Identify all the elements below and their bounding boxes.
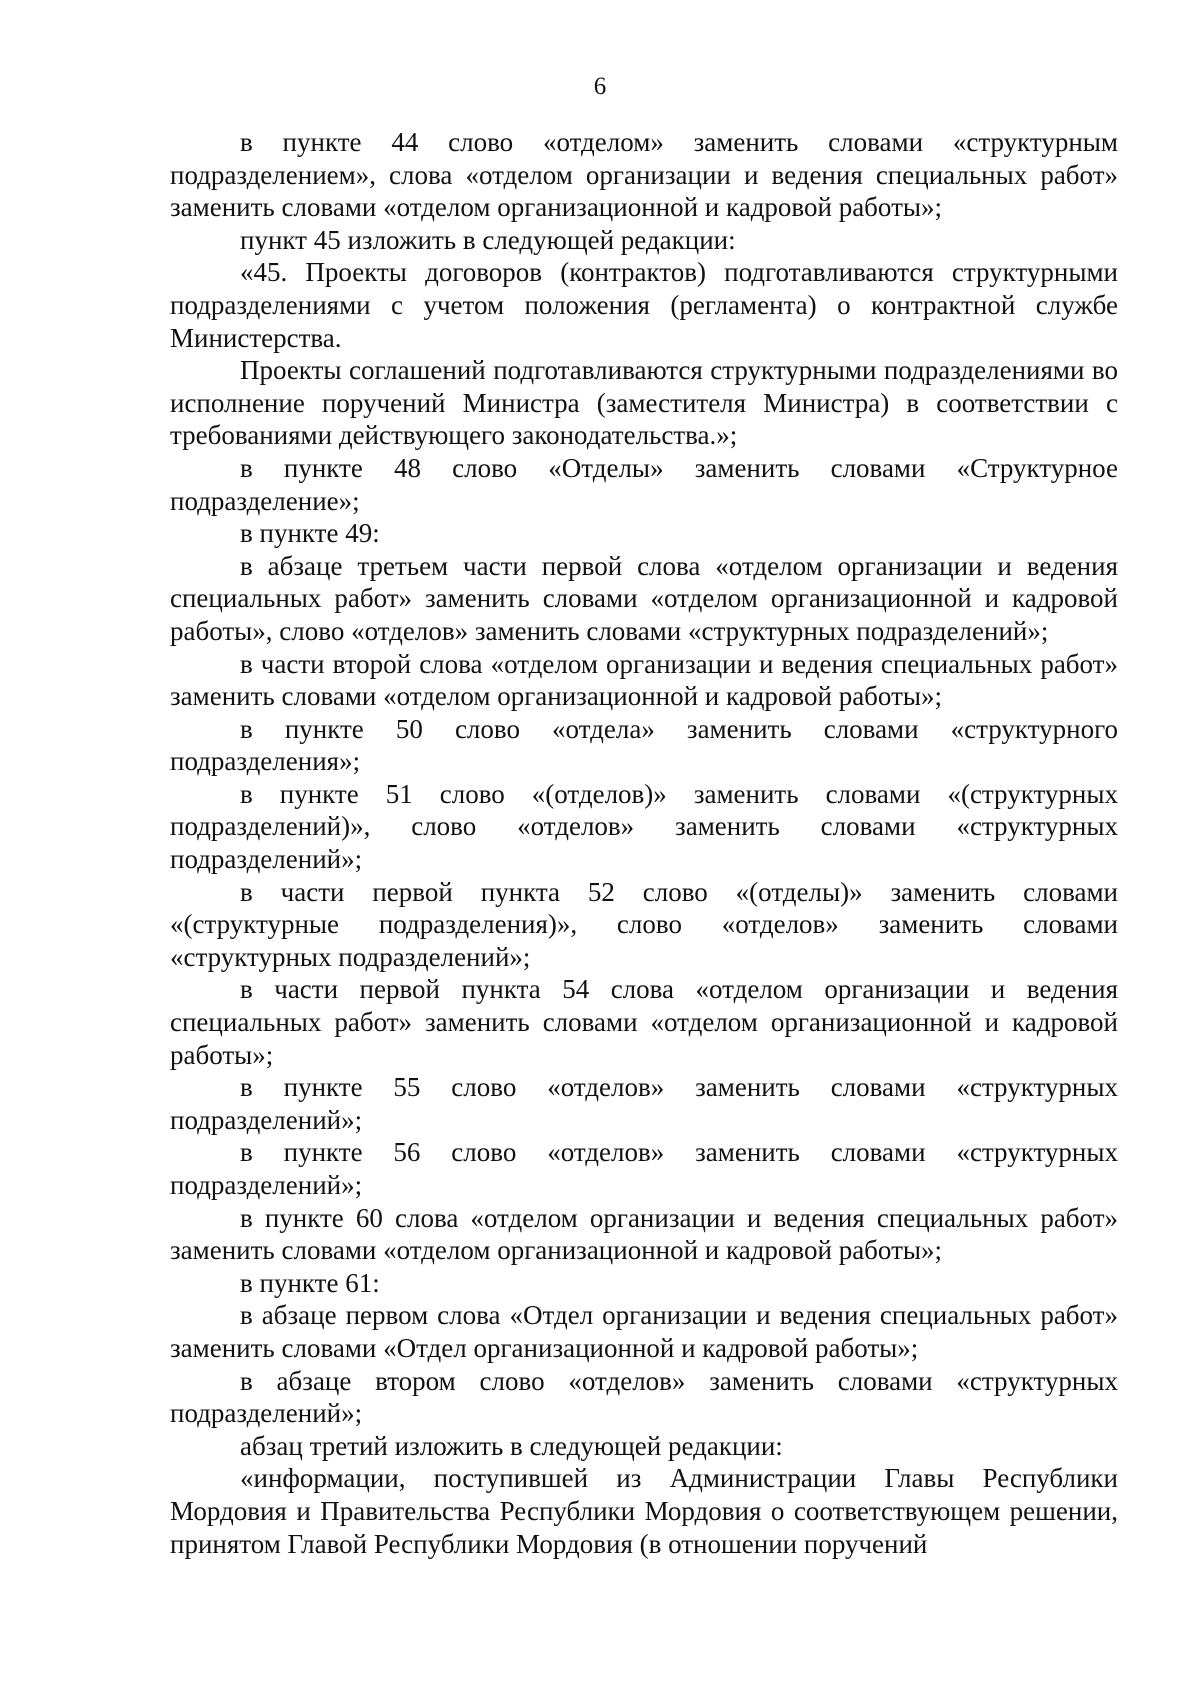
paragraph-item-61-third-text: «информации, поступившей из Администрации Главы Республики Мордовия и Правительства Республики Мордовия о соответствующем решении, принятом Главой Республики Мордовия (в отношении поручений <box>170 1463 1118 1559</box>
page-number: 6 <box>593 73 607 100</box>
paragraph-item-61-second: в абзаце втором слово «отделов» заменить словами «структурных подразделений»; <box>170 1365 1118 1429</box>
paragraph-item-49-part-one: в абзаце третьем части первой слова «отделом организации и ведения специальных работ» заменить словами «отделом организационной и кадровой работы», слово «отделов» заменить словами «структурных подразделений»; <box>170 550 1118 646</box>
paragraph-item-44: в пункте 44 слово «отделом» заменить словами «структурным подразделением», слова «отделом организации и ведения специальных работ» заменить словами «отделом организационной и кадровой работы»; <box>170 127 1118 223</box>
paragraph-item-49-intro: в пункте 49: <box>240 518 380 549</box>
paragraph-item-61-third-intro: абзац третий изложить в следующей редакции: <box>240 1430 783 1461</box>
paragraph-item-55: в пункте 55 слово «отделов» заменить словами «структурных подразделений»; <box>170 1072 1118 1135</box>
paragraph-item-61-first: в абзаце первом слова «Отдел организации и ведения специальных работ» заменить словами «Отдел организационной и кадровой работы»; <box>170 1300 1118 1363</box>
paragraph-item-51: в пункте 51 слово «(отделов)» заменить словами «(структурных подразделений)», слово «отделов» заменить словами «структурных подразделений»; <box>170 778 1118 875</box>
paragraph-item-61-intro: в пункте 61: <box>240 1267 380 1298</box>
document-body <box>170 126 1118 1560</box>
paragraph-item-54: в части первой пункта 54 слова «отделом организации и ведения специальных работ» заменить словами «отделом организационной и кадровой работы»; <box>170 974 1118 1070</box>
paragraph-item-45-text: «45. Проекты договоров (контрактов) подготавливаются структурными подразделениями с учетом положения (регламента) о контрактной службе Министерства. <box>170 257 1118 353</box>
paragraph-item-45-agreements: Проекты соглашений подготавливаются структурными подразделениями во исполнение поручений Министра (заместителя Министра) в соответствии с требованиями действующего законодательства.»; <box>170 355 1118 451</box>
paragraph-item-50: в пункте 50 слово «отдела» заменить словами «структурного подразделения»; <box>170 713 1118 777</box>
paragraph-item-52: в части первой пункта 52 слово «(отделы)» заменить словами «(структурные подразделения)», слово «отделов» заменить словами «структурных подразделений»; <box>170 876 1118 972</box>
paragraph-item-49-part-two: в части второй слова «отделом организации и ведения специальных работ» заменить словами «отделом организационной и кадровой работы»; <box>170 648 1118 712</box>
paragraph-item-56: в пункте 56 слово «отделов» заменить словами «структурных подразделений»; <box>170 1137 1118 1200</box>
paragraph-item-45-intro: пункт 45 изложить в следующей редакции: <box>240 224 736 255</box>
paragraph-item-60: в пункте 60 слова «отделом организации и ведения специальных работ» заменить словами «отделом организационной и кадровой работы»; <box>170 1202 1118 1266</box>
paragraph-item-48: в пункте 48 слово «Отделы» заменить словами «Структурное подразделение»; <box>170 452 1118 516</box>
